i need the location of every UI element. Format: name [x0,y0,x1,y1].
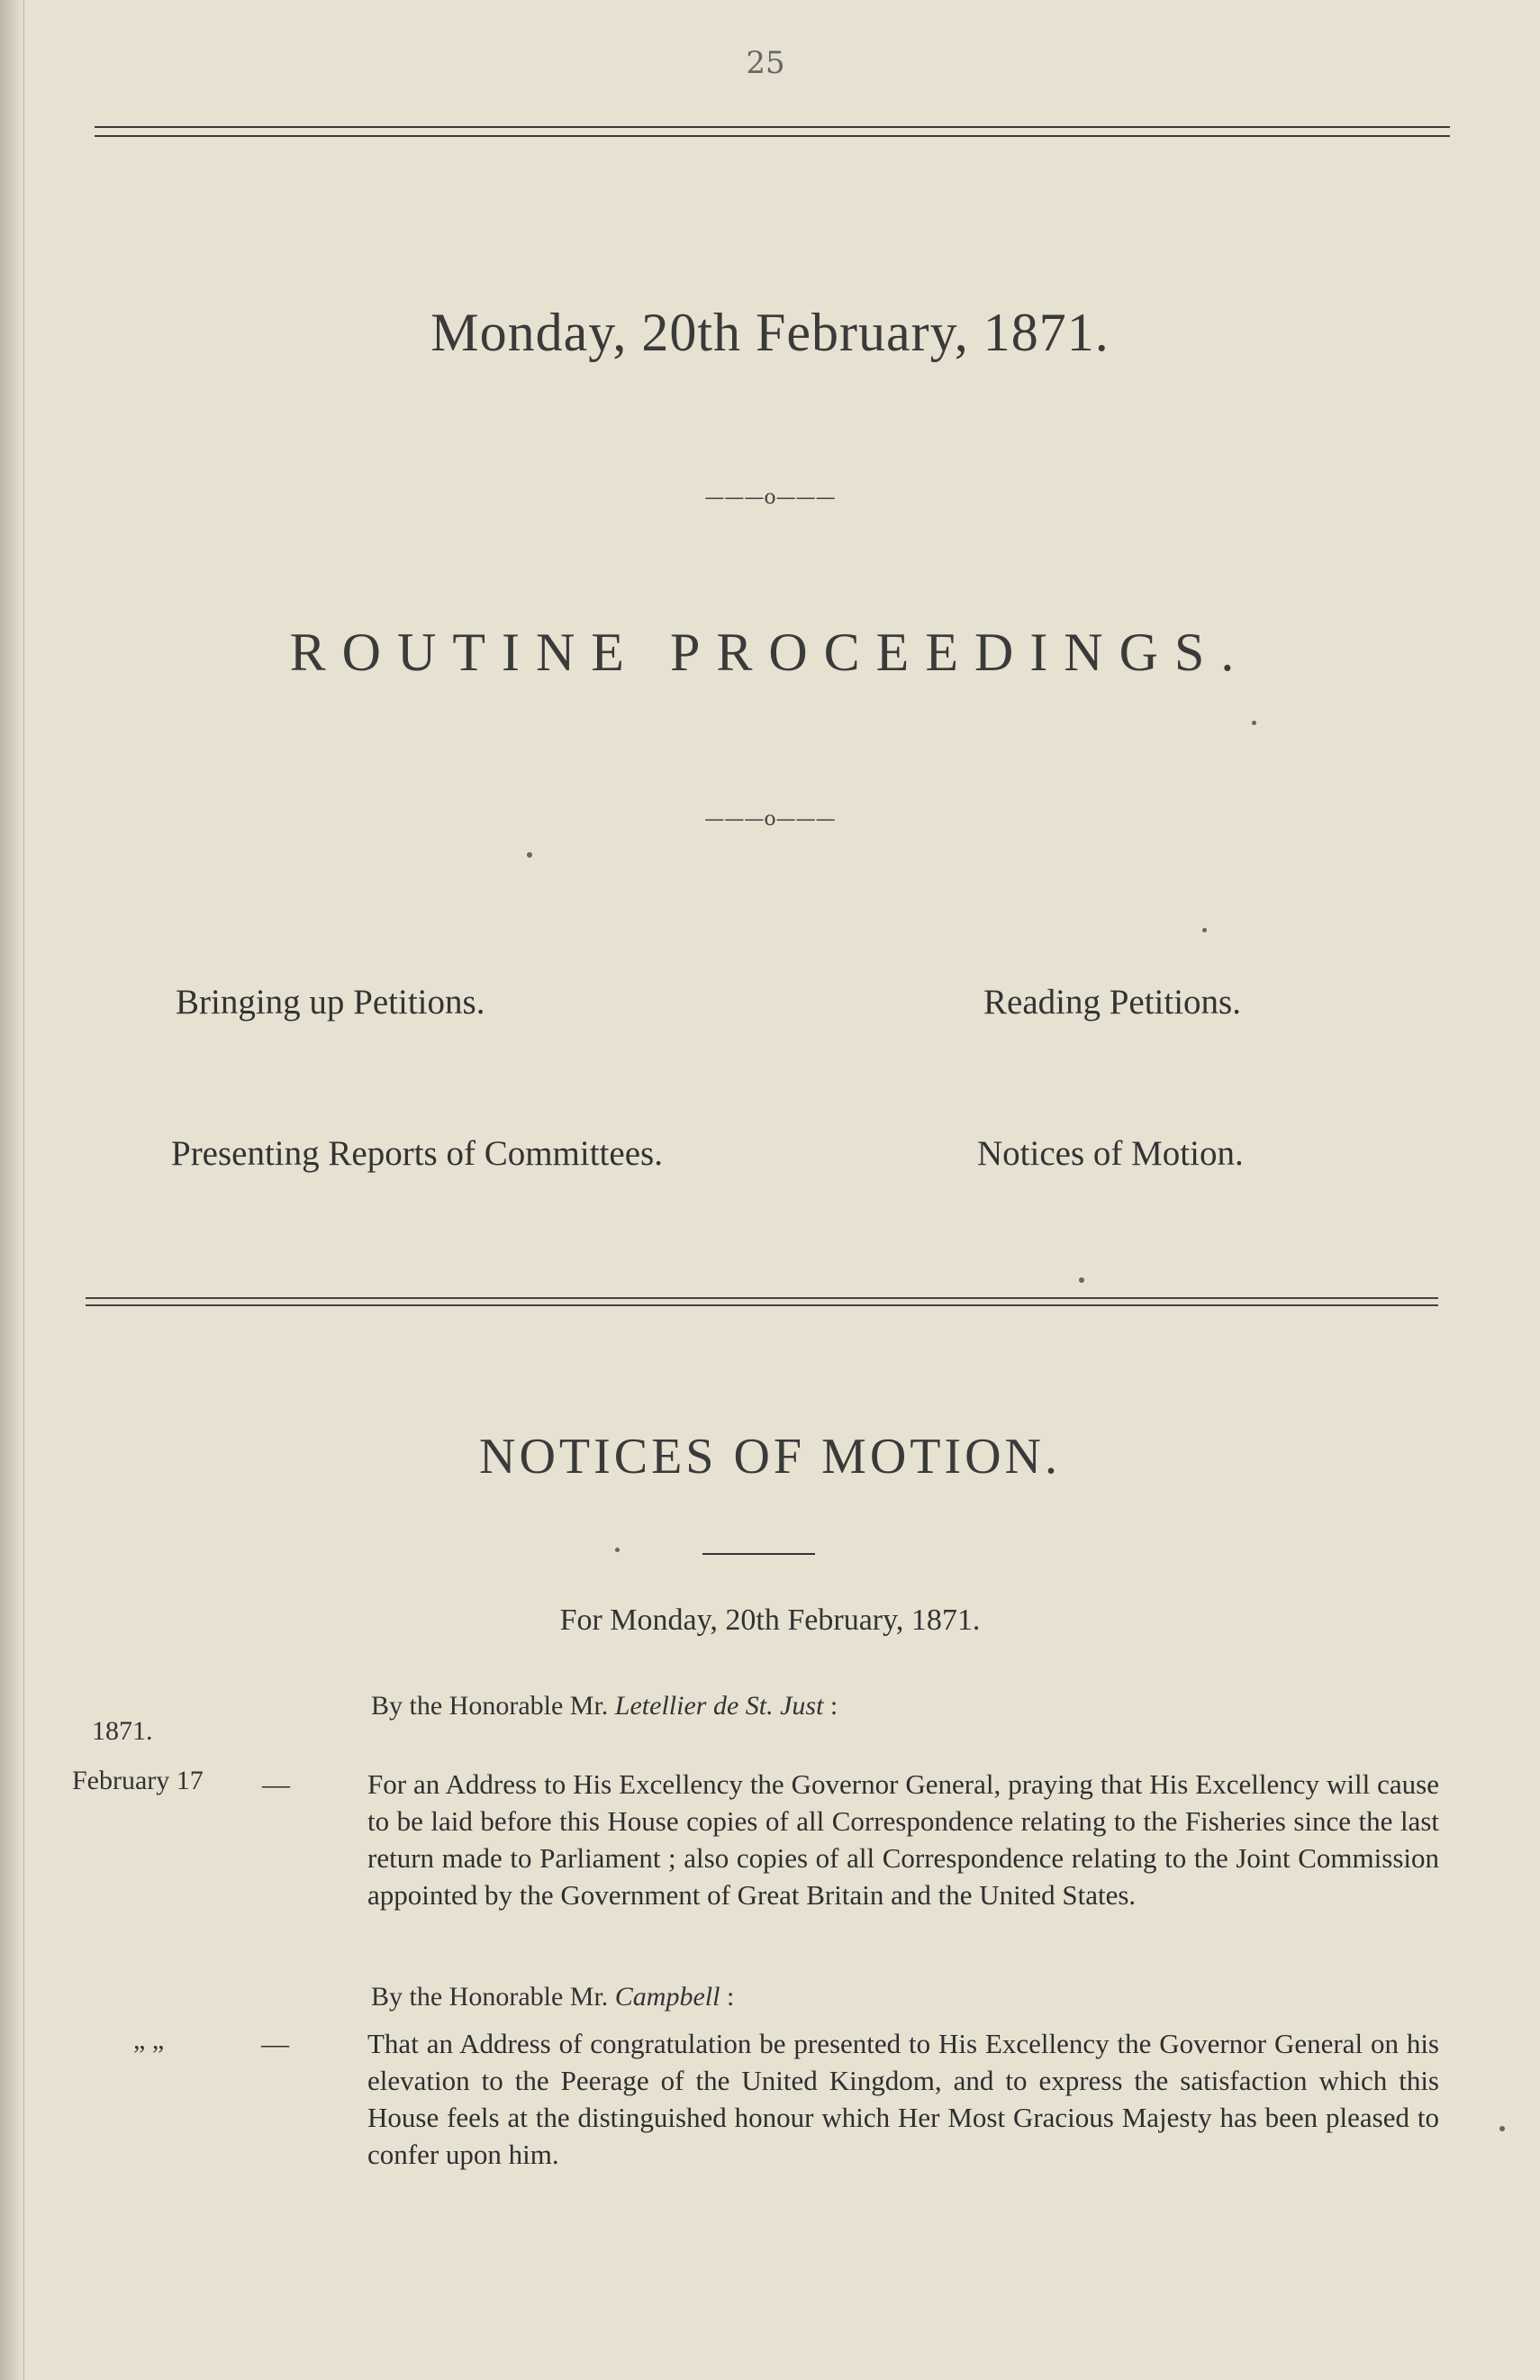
notice-text: — That an Address of congratulation be presented to His Excellency the Governor General on his elevation to the Peerage of the United Kingdom, and to express the satisfaction which this House feels at the distinguished honour which Her Most Gracious Majesty has been pleased to confer upon him. [261,2028,1439,2170]
notices-of-motion-title: NOTICES OF MOTION. [479,1429,1061,1485]
print-speck [1499,2126,1505,2131]
routine-proceedings-title: ROUTINE PROCEEDINGS. [289,622,1251,682]
mover-prefix: By the Honorable Mr. [371,1982,615,2012]
print-speck [615,1548,620,1552]
margin-year: 1871. [92,1716,153,1746]
mover-suffix: : [720,1982,735,2012]
date-heading: Monday, 20th February, 1871. [430,303,1110,362]
margin-ditto: „ „ [133,2025,165,2055]
print-speck [527,852,532,858]
ornament-divider: ———o——— [704,486,836,509]
routine-item-reading-petitions: Reading Petitions. [983,983,1241,1022]
routine-item-presenting-reports: Presenting Reports of Committees. [171,1134,663,1173]
section-double-rule [86,1297,1438,1308]
short-divider-rule [702,1553,815,1555]
mover-prefix: By the Honorable Mr. [371,1691,615,1721]
top-double-rule [95,126,1450,141]
routine-item-notices-of-motion: Notices of Motion. [977,1134,1244,1173]
notice-mover-line [371,1691,838,1721]
notice-body: For an Address to His Excellency the Governor General, praying that His Excellency will cause to be laid before this House copies of all Correspondence relating to the Fisheries since the last return made to Parliament ; also copies of all Correspondence relating to the Joint Commission appointed by the Government of Great Britain and the United States. [367,1768,1439,1911]
margin-date: February 17 [72,1766,204,1795]
ornament-divider: ———o——— [704,808,836,831]
mover-name: Letellier de St. Just [614,1691,824,1721]
mover-name: Campbell [614,1982,720,2012]
notices-subheading: For Monday, 20th February, 1871. [559,1603,981,1637]
print-speck [1202,928,1207,932]
notice-text: — For an Address to His Excellency the Governor General, praying that His Excellency will cause to be laid before this House copies of all Correspondence relating to the Fisheries since the last return made to Parliament ; also copies of all Correspondence relating to the Joint Commission appointed by the Government of Great Britain and the United States. [262,1768,1439,1911]
print-speck [1079,1277,1084,1283]
notice-body: That an Address of congratulation be presented to His Excellency the Governor General on his elevation to the Peerage of the United Kingdom, and to express the satisfaction which this House feels at the distinguished honour which Her Most Gracious Majesty has been pleased to confer upon him. [367,2028,1439,2170]
routine-item-bringing-up-petitions: Bringing up Petitions. [176,983,485,1022]
notice-mover-line [371,1982,734,2012]
print-speck [1252,721,1256,725]
mover-suffix: : [823,1691,838,1721]
page-number: 25 [746,45,785,81]
